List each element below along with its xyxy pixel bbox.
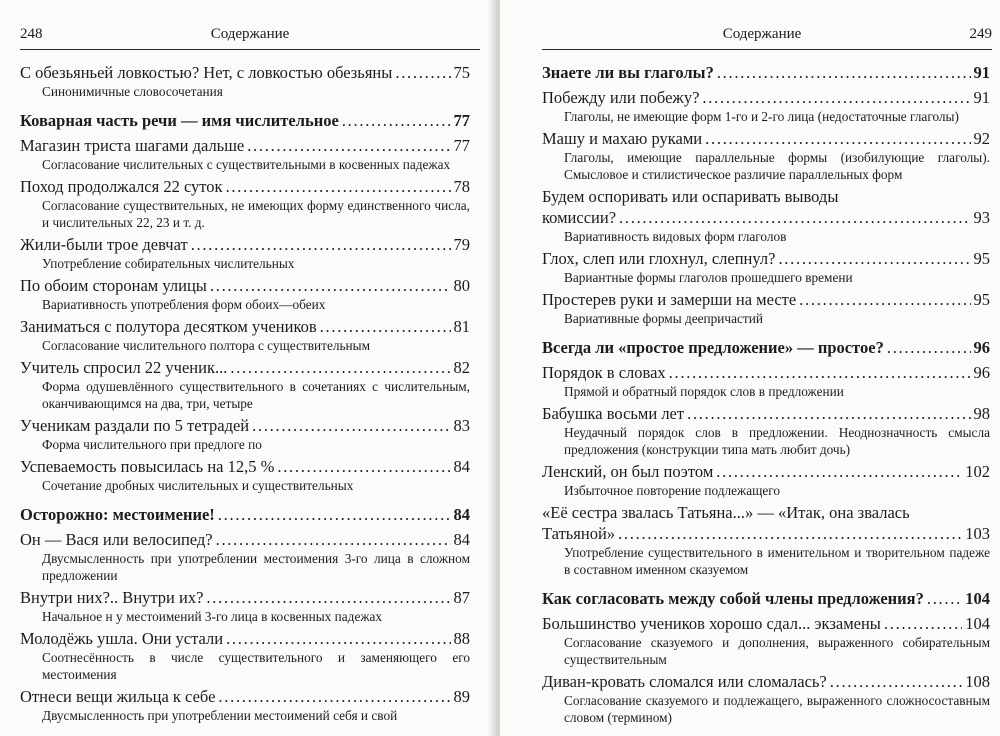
toc-entry bbox=[542, 186, 990, 245]
leader-dots bbox=[218, 686, 450, 707]
toc-entry-row bbox=[542, 62, 990, 83]
left-page-number: 248 bbox=[20, 26, 43, 42]
toc-entry-row bbox=[542, 289, 990, 310]
toc-entry-row bbox=[542, 248, 990, 269]
leader-dots bbox=[226, 176, 451, 197]
leader-dots bbox=[717, 62, 971, 83]
page-number: 75 bbox=[453, 63, 470, 82]
right-running-title: Содержание bbox=[722, 26, 802, 42]
toc-section bbox=[20, 504, 470, 525]
toc-entry-row bbox=[20, 357, 470, 378]
toc-entry-description: Синонимичные словосочетания bbox=[42, 84, 223, 99]
toc-entry-title: Глох, слеп или глохнул, слепнул? bbox=[542, 249, 776, 268]
leader-dots bbox=[687, 403, 970, 424]
page-number: 93 bbox=[973, 208, 990, 227]
toc-entry-row bbox=[20, 456, 470, 477]
toc-entry-description: Избыточное повторение подлежащего bbox=[564, 483, 781, 498]
toc-entry-description: Согласование существительных, не имеющих форму единственного числа, и числительных 22, 23 и т. д. bbox=[42, 198, 470, 230]
toc-entry-row bbox=[542, 613, 990, 634]
toc-entry-row bbox=[20, 176, 470, 197]
page-number: 98 bbox=[973, 404, 990, 423]
right-toc bbox=[542, 62, 990, 729]
leader-dots bbox=[247, 135, 450, 156]
toc-entry-row bbox=[20, 415, 470, 436]
leader-dots bbox=[210, 275, 451, 296]
page-number: 84 bbox=[453, 530, 470, 549]
leader-dots bbox=[716, 461, 962, 482]
right-page-number: 249 bbox=[969, 26, 992, 42]
toc-entry-row bbox=[20, 504, 470, 525]
leader-dots bbox=[277, 456, 450, 477]
toc-entry-title: Побежду или побежу? bbox=[542, 88, 700, 107]
toc-entry bbox=[20, 628, 470, 683]
toc-entry bbox=[542, 128, 990, 183]
toc-entry-row bbox=[542, 588, 990, 609]
toc-entry-title-line: «Её сестра звалась Татьяна...» — «Итак, она звалась bbox=[542, 503, 910, 522]
toc-entry-title: Заниматься с полутора десятком учеников bbox=[20, 317, 317, 336]
page-number: 92 bbox=[973, 129, 990, 148]
leader-dots bbox=[669, 362, 971, 383]
leader-dots bbox=[927, 588, 962, 609]
right-running-head bbox=[542, 26, 992, 50]
toc-section bbox=[542, 337, 990, 358]
toc-entry-row bbox=[20, 275, 470, 296]
toc-entry-description: Сочетание дробных числительных и существительных bbox=[42, 478, 354, 493]
toc-entry-description: Вариативность употребления форм обоих—обеих bbox=[42, 297, 326, 312]
page-number: 80 bbox=[453, 276, 470, 295]
toc-entry-row bbox=[20, 234, 470, 255]
leader-dots bbox=[619, 207, 970, 228]
toc-entry bbox=[542, 613, 990, 668]
left-running-head bbox=[20, 26, 480, 50]
toc-entry bbox=[20, 357, 470, 412]
toc-entry bbox=[542, 502, 990, 578]
toc-entry-row bbox=[542, 87, 990, 108]
leader-dots bbox=[702, 87, 970, 108]
page-number: 103 bbox=[965, 524, 990, 543]
toc-entry-row bbox=[542, 671, 990, 692]
toc-entry-description: Форма числительного при предлоге по bbox=[42, 437, 262, 452]
page-number: 83 bbox=[453, 416, 470, 435]
leader-dots bbox=[206, 587, 450, 608]
toc-entry-title: Ленский, он был поэтом bbox=[542, 462, 714, 481]
page-number: 95 bbox=[973, 249, 990, 268]
toc-section bbox=[20, 110, 470, 131]
toc-entry-title: Отнеси вещи жильца к себе bbox=[20, 687, 216, 706]
toc-entry-title: Татьяной» bbox=[542, 524, 616, 543]
page-number: 77 bbox=[453, 111, 470, 130]
toc-entry-title: Успеваемость повысилась на 12,5 % bbox=[20, 457, 275, 476]
toc-entry-description: Начальное н у местоимений 3-го лица в косвенных падежах bbox=[42, 609, 383, 624]
page-number: 87 bbox=[453, 588, 470, 607]
right-header-rule bbox=[542, 49, 992, 50]
toc-entry bbox=[20, 234, 470, 272]
toc-entry bbox=[542, 289, 990, 327]
toc-entry bbox=[542, 461, 990, 499]
leader-dots bbox=[705, 128, 970, 149]
leader-dots bbox=[320, 316, 451, 337]
toc-entry-description: Вариативные формы деепричастий bbox=[564, 311, 763, 326]
toc-entry-title: комиссии? bbox=[542, 208, 617, 227]
left-running-title: Содержание bbox=[210, 26, 290, 42]
toc-entry-row bbox=[542, 337, 990, 358]
toc-entry-row bbox=[542, 128, 990, 149]
toc-entry bbox=[20, 587, 470, 625]
leader-dots bbox=[395, 62, 450, 83]
leader-dots bbox=[191, 234, 451, 255]
leader-dots bbox=[218, 504, 451, 525]
toc-entry bbox=[20, 456, 470, 494]
toc-entry-title: Простерев руки и замерши на месте bbox=[542, 290, 797, 309]
page-number: 96 bbox=[973, 338, 990, 357]
left-page bbox=[0, 0, 490, 736]
leader-dots bbox=[887, 337, 971, 358]
page-number: 81 bbox=[453, 317, 470, 336]
toc-section bbox=[542, 62, 990, 83]
section-title: Осторожно: местоимение! bbox=[20, 505, 215, 524]
toc-entry-title: Молодёжь ушла. Они устали bbox=[20, 629, 224, 648]
section-title: Как согласовать между собой члены предложения? bbox=[542, 589, 924, 608]
leader-dots bbox=[618, 523, 962, 544]
toc-entry-description: Согласование сказуемого и дополнения, выраженного собирательным существительным bbox=[564, 635, 990, 667]
page-number: 89 bbox=[453, 687, 470, 706]
toc-entry-row bbox=[542, 523, 990, 544]
toc-entry-row bbox=[20, 529, 470, 550]
toc-entry-row bbox=[20, 628, 470, 649]
toc-entry bbox=[20, 415, 470, 453]
toc-entry-row bbox=[20, 686, 470, 707]
toc-entry bbox=[20, 135, 470, 173]
toc-entry-row bbox=[542, 461, 990, 482]
leader-dots bbox=[799, 289, 970, 310]
toc-entry-title: Жили-были трое девчат bbox=[20, 235, 188, 254]
toc-entry bbox=[542, 248, 990, 286]
toc-entry-title: Большинство учеников хорошо сдал... экзамены bbox=[542, 614, 881, 633]
toc-entry-description: Глаголы, не имеющие форм 1-го и 2-го лица (недостаточные глаголы) bbox=[564, 109, 959, 124]
toc-entry bbox=[542, 87, 990, 125]
section-title: Коварная часть речи — имя числительное bbox=[20, 111, 339, 130]
right-page bbox=[500, 0, 1000, 736]
leader-dots bbox=[342, 110, 451, 131]
leader-dots bbox=[884, 613, 962, 634]
page-number: 79 bbox=[453, 235, 470, 254]
toc-section bbox=[542, 588, 990, 609]
toc-entry-row bbox=[20, 110, 470, 131]
page-number: 102 bbox=[965, 462, 990, 481]
toc-entry-title: Бабушка восьми лет bbox=[542, 404, 685, 423]
toc-entry bbox=[542, 671, 990, 726]
toc-entry-description: Употребление собирательных числительных bbox=[42, 256, 295, 271]
toc-entry-title: Поход продолжался 22 суток bbox=[20, 177, 223, 196]
toc-entry-row bbox=[20, 316, 470, 337]
leader-dots bbox=[252, 415, 450, 436]
toc-entry bbox=[20, 275, 470, 313]
section-title: Всегда ли «простое предложение» — простое? bbox=[542, 338, 884, 357]
toc-entry-title: Он — Вася или велосипед? bbox=[20, 530, 213, 549]
page-number: 91 bbox=[973, 88, 990, 107]
toc-entry-title: Внутри них?.. Внутри их? bbox=[20, 588, 204, 607]
toc-entry-row bbox=[542, 403, 990, 424]
page-number: 78 bbox=[453, 177, 470, 196]
toc-entry-description: Согласование числительного полтора с существительным bbox=[42, 338, 371, 353]
page-number: 104 bbox=[965, 589, 990, 608]
toc-entry bbox=[20, 686, 470, 724]
page-number: 77 bbox=[453, 136, 470, 155]
toc-entry-title: Учитель спросил 22 ученик... bbox=[20, 358, 228, 377]
page-number: 104 bbox=[965, 614, 990, 633]
page-number: 108 bbox=[965, 672, 990, 691]
toc-entry-description: Неудачный порядок слов в предложении. Неоднозначность смысла предложения (конструкции типа мать любит дочь) bbox=[564, 425, 990, 457]
toc-entry-title: Магазин триста шагами дальше bbox=[20, 136, 245, 155]
toc-entry bbox=[20, 62, 470, 100]
leader-dots bbox=[226, 628, 450, 649]
toc-entry-title: По обоим сторонам улицы bbox=[20, 276, 207, 295]
toc-entry-description: Вариативность видовых форм глаголов bbox=[564, 229, 787, 244]
toc-entry-description: Соотнесённость в числе существительного и заменяющего его местоимения bbox=[42, 650, 470, 682]
page-number: 95 bbox=[973, 290, 990, 309]
toc-entry-title-line: Будем оспоривать или оспаривать выводы bbox=[542, 187, 839, 206]
toc-entry-row bbox=[542, 362, 990, 383]
toc-entry bbox=[20, 316, 470, 354]
toc-entry-title: Диван-кровать сломался или сломалась? bbox=[542, 672, 827, 691]
toc-entry bbox=[20, 176, 470, 231]
toc-entry-description: Двусмысленность при употреблении местоимений себя и свой bbox=[42, 708, 398, 723]
left-header-rule bbox=[20, 49, 480, 50]
page-number: 84 bbox=[453, 457, 470, 476]
leader-dots bbox=[216, 529, 451, 550]
toc-entry bbox=[542, 403, 990, 458]
toc-entry-description: Вариантные формы глаголов прошедшего времени bbox=[564, 270, 853, 285]
toc-entry-title: Ученикам раздали по 5 тетрадей bbox=[20, 416, 250, 435]
toc-entry-description: Согласование сказуемого и подлежащего, выраженного сложносоставным словом (термином) bbox=[564, 693, 990, 725]
leader-dots bbox=[830, 671, 962, 692]
toc-entry-title: С обезьяньей ловкостью? Нет, с ловкостью обезьяны bbox=[20, 63, 393, 82]
toc-entry-description: Двусмысленность при употреблении местоимения 3-го лица в сложном предложении bbox=[42, 551, 470, 583]
leader-dots bbox=[230, 357, 450, 378]
toc-entry bbox=[542, 362, 990, 400]
section-title: Знаете ли вы глаголы? bbox=[542, 63, 714, 82]
toc-entry-row bbox=[20, 62, 470, 83]
toc-entry-title: Машу и махаю руками bbox=[542, 129, 703, 148]
toc-entry-description: Глаголы, имеющие параллельные формы (изобилующие глаголы). Смысловое и стилистическое различие параллельных форм bbox=[564, 150, 990, 182]
toc-entry bbox=[20, 529, 470, 584]
page-number: 84 bbox=[453, 505, 470, 524]
toc-entry-row bbox=[20, 587, 470, 608]
toc-entry-row bbox=[542, 207, 990, 228]
toc-entry-description: Согласование числительных с существительными в косвенных падежах bbox=[42, 157, 451, 172]
page-number: 82 bbox=[453, 358, 470, 377]
toc-entry-description: Форма одушевлённого существительного в сочетаниях с числительным, оканчивающимся на два, три, четыре bbox=[42, 379, 470, 411]
leader-dots bbox=[778, 248, 970, 269]
toc-entry-description: Употребление существительного в именительном и творительном падеже в составном именном сказуемом bbox=[564, 545, 990, 577]
page-number: 96 bbox=[973, 363, 990, 382]
left-toc bbox=[20, 62, 470, 727]
toc-entry-row bbox=[20, 135, 470, 156]
page-number: 88 bbox=[453, 629, 470, 648]
page-number: 91 bbox=[973, 63, 990, 82]
toc-entry-description: Прямой и обратный порядок слов в предложении bbox=[564, 384, 844, 399]
toc-entry-title: Порядок в словах bbox=[542, 363, 666, 382]
